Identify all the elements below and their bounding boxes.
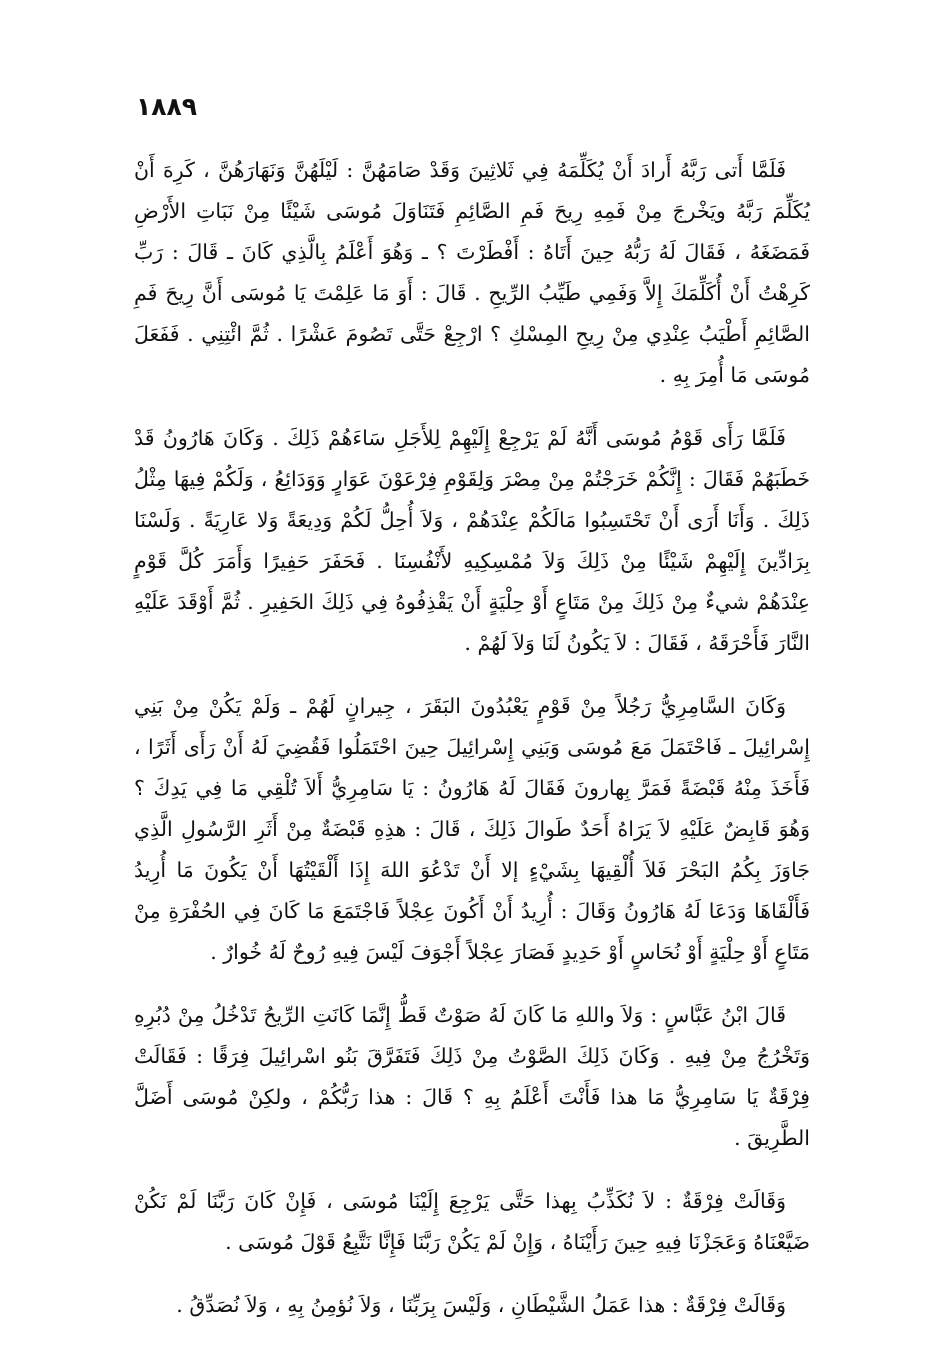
paragraph-people-of-moses: فَلَمَّا رَأَى قَوْمُ مُوسَى أَنَّهُ لَمْ يَرْجِعْ إِلَيْهِمْ لِلأَجَلِ سَاءَهُمْ ذَلِكَ . وَكَانَ هَارُونُ قَدْ خَطَبَهُمْ فَقَالَ : إِنَّكُمْ خَرَجْتُمْ مِنْ مِصْرَ وَلِقَوْمِ فِرْعَوْنَ عَوَارٍ وَوَدَائِعُ ، وَلَكُمْ فِيهَا مِثْلُ ذَلِكَ . وَأَنَا أَرَى أَنْ تَحْتَسِبُوا مَالَكُمْ عِنْدَهُمْ ، وَلاَ أُحِلُّ لَكُمْ وَدِيعَةً وَلا عَارِيَةً . وَلَسْنَا بِرَادِّينَ إِلَيْهِمْ شَيْئًا مِنْ ذَلِكَ وَلاَ مُمْسِكِيهِ لأَنْفُسِنَا . فَحَفَرَ حَفِيرًا وَأَمَرَ كُلَّ قَوْمٍ عِنْدَهُمْ شيءٌ مِنْ ذَلِكَ مِنْ مَتَاعٍ أَوْ حِلْيَةٍ أَنْ يَقْذِفُوهُ فِي ذَلِكَ الحَفِيرِ . ثُمَّ أَوْقَدَ عَلَيْهِ النَّارَ فَأَحْرَقَهُ ، فَقَالَ : لاَ يَكُونُ لَنَا وَلاَ لَهُمْ .: [134, 426, 810, 655]
paragraph-ibn-abbas: قَالَ ابْنُ عَبَّاسٍ : وَلاَ واللهِ مَا كَانَ لَهُ صَوْتٌ قَطُّ إِنَّمَا كَانَتِ الرِّيحُ تَدْخُلُ مِنْ دُبُرِهِ وَتَخْرُجُ مِنْ فِيهِ . وَكَانَ ذَلِكَ الصَّوْتُ مِنْ ذَلِكَ فَتَفَرَّقَ بَنُو اسْرائِيلَ فِرَقًا : فَقَالَتْ فِرْقَةٌ يَا سَامِرِيُّ مَا هذا فَأَنْتَ أَعْلَمُ بِهِ ؟ قَالَ : هذا رَبُّكُمْ ، ولكِنْ مُوسَى أَضَلَّ الطَّرِيقَ .: [134, 1003, 810, 1150]
paragraph-fasting: فَلَمَّا أَتى رَبَّهُ أَرادَ أَنْ يُكَلِّمَهُ فِي ثَلاثِينَ وَقَدْ صَامَهُنَّ : لَيْلَهُنَّ وَنَهَارَهُنَّ ، كَرِهَ أَنْ يُكَلِّمَ رَبَّهُ ويَخْرجَ مِنْ فَمِهِ رِيحَ فَمِ الصَّائِمِ فَتَنَاوَلَ مُوسَى شَيْئًا مِنْ نَبَاتِ الأَرْضِ فَمَضَغَهُ ، فَقَالَ لَهُ رَبُّهُ حِينَ أَتَاهُ : أَفْطَرْتَ ؟ ـ وَهُوَ أَعْلَمُ بِالَّذِي كَانَ ـ قَالَ : رَبِّ كَرِهْتُ أَنْ أُكَلِّمَكَ إِلاَّ وَفَمِي طَيِّبُ الرِّيحِ . قَالَ : أَوَ مَا عَلِمْتَ يَا مُوسَى أَنَّ رِيحَ فَمِ الصَّائِمِ أَطْيَبُ عِنْدِي مِنْ رِيحِ المِسْكِ ؟ ارْجِعْ حَتَّى تَصُومَ عَشْرًا . ثُمَّ ائْتِنِي . فَفَعَلَ مُوسَى مَا أُمِرَ بِهِ .: [134, 158, 810, 387]
paragraph-third-group: وَقَالَتْ فِرْقَةٌ : هذا عَمَلُ الشَّيْطَانِ ، وَلَيْسَ بِرَبِّنَا ، وَلاَ نُؤمِنُ بِهِ ، وَلاَ نُصَدِّقُ .: [176, 1293, 786, 1317]
page-number: ١٨٨٩: [136, 92, 198, 121]
body-text: [134, 150, 810, 1326]
paragraph-samiri: وَكَانَ السَّامِرِيُّ رَجُلاً مِنْ قَوْمٍ يَعْبُدُونَ البَقَرَ ، جِيرانٍ لَهُمْ ـ وَلَمْ يَكُنْ مِنْ بَنِي إِسْرائِيلَ ـ فَاحْتَمَلَ مَعَ مُوسَى وَبَنِي إِسْرائِيلَ حِينَ احْتَمَلُوا فَقُضِيَ لَهُ أَنْ رَأَى أَثَرًا ، فَأَخَذَ مِنْهُ قَبْضَةً فَمَرَّ بِهارونَ فَقَالَ لَهُ هَارُونُ : يَا سَامِرِيُّ أَلاَ تُلْقِي مَا فِي يَدِكَ ؟ وَهُوَ قَابِضٌ عَلَيْهِ لاَ يَرَاهُ أَحَدٌ طَوالَ ذَلِكَ ، قَالَ : هذِهِ قَبْضَةٌ مِنْ أَثَرِ الرَّسُولِ الَّذِي جَاوَزَ بِكُمُ البَحْرَ فَلاَ أُلْقِيهَا بِشَيْءٍ إلا أَنْ تَدْعُوَ اللهَ إِذَا أَلْقَيْتُهَا أَنْ يَكُونَ مَا أُرِيدُ فَأَلْقَاهَا وَدَعَا لَهُ هَارُونُ وَقَالَ : أُرِيدُ أَنْ أَكُونَ عِجْلاً فَاجْتَمَعَ مَا كَانَ فِي الحُفْرَةِ مِنْ مَتَاعٍ أَوْ حِلْيَةٍ أَوْ نُحَاسٍ أَوْ حَدِيدٍ فَصَارَ عِجْلاً أَجْوَفَ لَيْسَ فِيهِ رُوحٌ لَهُ خُوارٌ .: [134, 694, 810, 964]
paragraph-second-group: وَقَالَتْ فِرْقَةٌ : لاَ نُكَذِّبُ بِهذا حَتَّى يَرْجِعَ إِلَيْنَا مُوسَى ، فَإِنْ كَانَ رَبَّنَا لَمْ نَكُنْ ضَيَّعْنَاهُ وَعَجَزْنَا فِيهِ حِينَ رَأَيْنَاهُ ، وَإِنْ لَمْ يَكُنْ رَبَّنَا فَإِنَّا نَتَّبِعُ قَوْلَ مُوسَى .: [134, 1189, 810, 1254]
